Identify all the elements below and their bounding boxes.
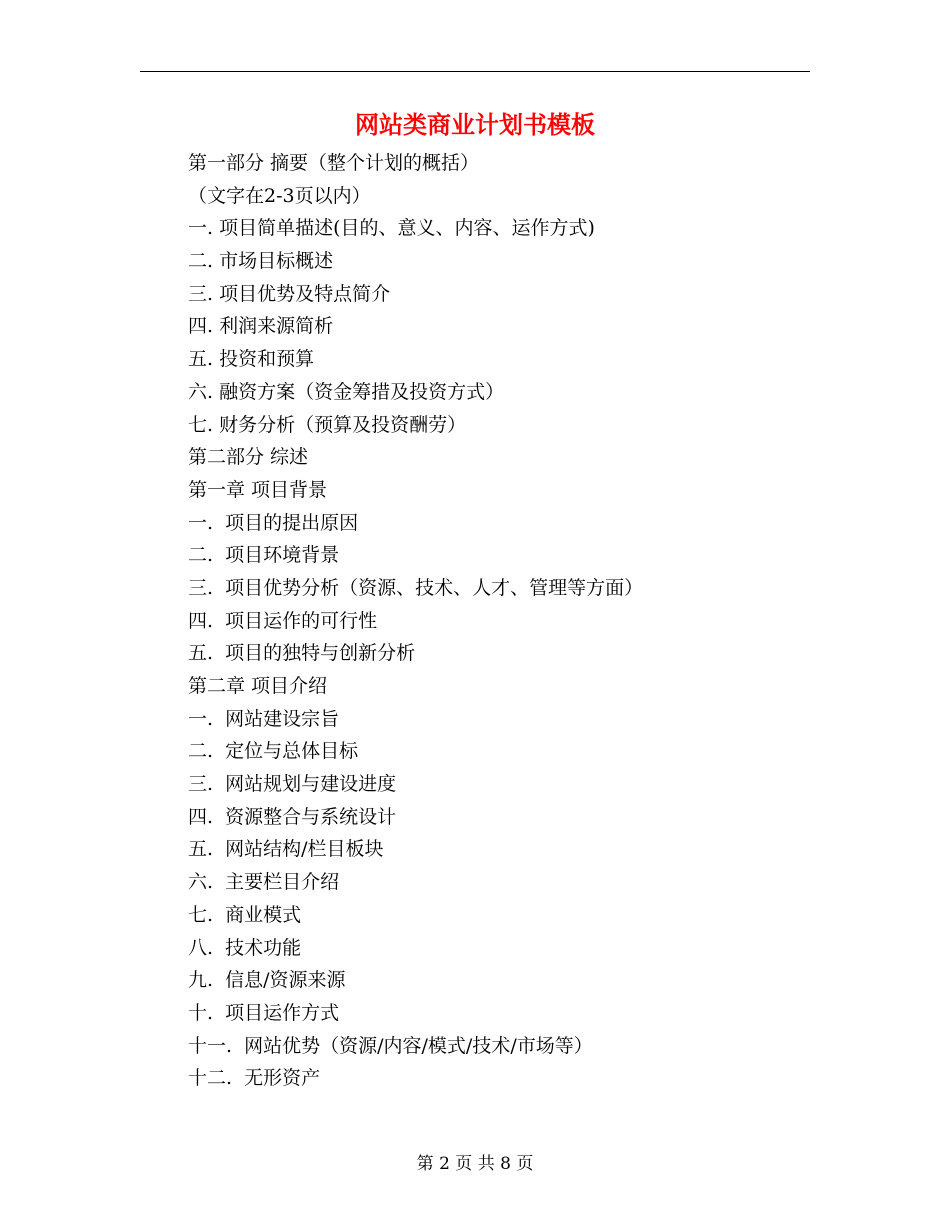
outline-line: 七. 商业模式 [188,903,302,926]
outline-line: 一. 网站建设宗旨 [188,707,340,730]
outline-line: 五. 投资和预算 [188,348,315,371]
header-rule [140,71,810,72]
outline-line: 九. 信息/资源来源 [188,969,346,992]
outline-line: 二. 项目环境背景 [188,544,340,567]
outline-line: 十二. 无形资产 [188,1067,321,1090]
outline-line: 四. 项目运作的可行性 [188,609,378,632]
document-title: 网站类商业计划书模板 [355,110,595,139]
outline-line: 八. 技术功能 [188,936,302,959]
outline-line: 五. 项目的独特与创新分析 [188,642,416,665]
outline-list [188,147,828,1095]
outline-line: 一. 项目简单描述(目的、意义、内容、运作方式) [188,217,595,240]
page-footer: 第 2 页 共 8 页 [416,1154,534,1174]
outline-line: 一. 项目的提出原因 [188,511,359,534]
outline-line: 第二章 项目介绍 [188,675,328,697]
outline-line: 四. 利润来源简析 [188,315,334,338]
outline-line: 五. 网站结构/栏目板块 [188,838,384,861]
outline-line: 六. 主要栏目介绍 [188,871,340,894]
outline-line: 三. 项目优势分析（资源、技术、人才、管理等方面） [188,576,644,599]
outline-line: 十一. 网站优势（资源/内容/模式/技术/市场等） [188,1034,593,1057]
outline-line: 第二部分 综述 [188,446,309,469]
outline-line: （文字在2-3页以内） [188,184,371,207]
outline-line: 十. 项目运作方式 [188,1001,340,1024]
outline-line: 六. 融资方案（资金筹措及投资方式） [188,380,505,403]
outline-line: 三. 网站规划与建设进度 [188,773,397,796]
outline-line: 三. 项目优势及特点简介 [188,282,391,305]
outline-line: 七. 财务分析（预算及投资酬劳） [188,413,467,436]
outline-line: 二. 市场目标概述 [188,250,334,273]
outline-line: 四. 资源整合与系统设计 [188,805,397,828]
outline-line: 第一章 项目背景 [188,478,328,501]
outline-line: 二. 定位与总体目标 [188,740,359,763]
outline-line: 第一部分 摘要（整个计划的概括） [188,152,480,174]
